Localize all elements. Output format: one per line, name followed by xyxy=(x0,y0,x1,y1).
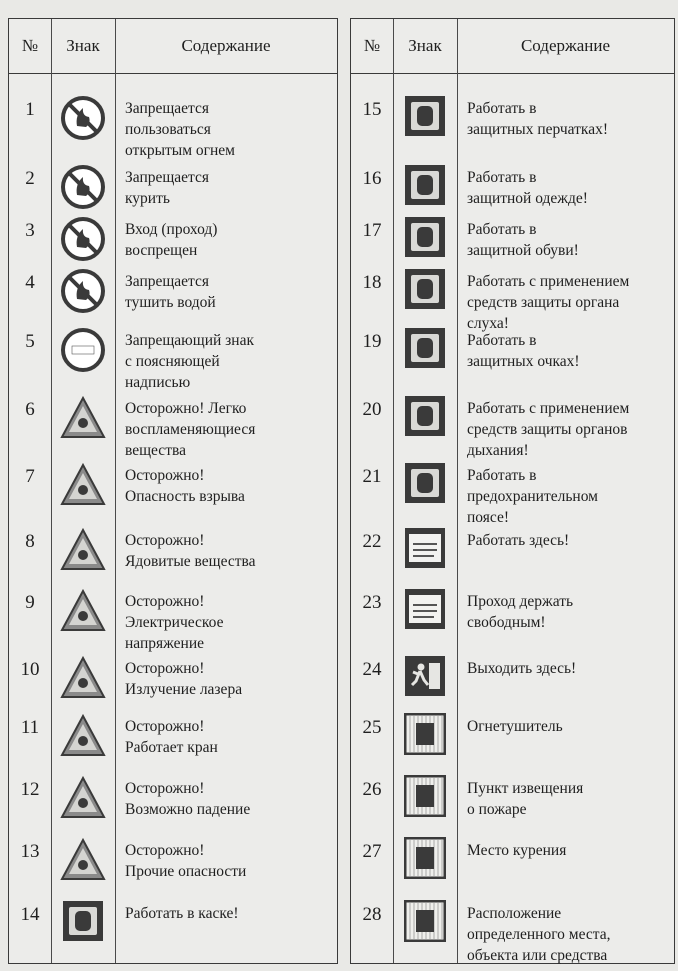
table-header xyxy=(9,19,337,74)
smoking-area-icon xyxy=(393,833,457,879)
row-content: Пункт извещения о пожаре xyxy=(467,780,584,818)
protective-boots-icon xyxy=(393,212,457,261)
row-number: 25 xyxy=(362,717,382,738)
table-row xyxy=(351,212,674,261)
crane-warning-icon xyxy=(51,709,115,759)
table-row xyxy=(351,523,674,569)
respirator-icon xyxy=(393,391,457,461)
table-row xyxy=(351,584,674,633)
row-content: Выходить здесь! xyxy=(467,660,577,677)
table-row xyxy=(351,391,674,461)
table-row xyxy=(351,896,674,966)
row-content: Огнетушитель xyxy=(467,718,563,735)
row-content: Работать в защитной обуви! xyxy=(467,221,579,259)
row-number: 12 xyxy=(20,779,40,800)
goggles-icon xyxy=(393,323,457,372)
row-number: 7 xyxy=(25,466,35,487)
table-row xyxy=(9,709,337,759)
row-content: Осторожно! Электрическое напряжение xyxy=(125,593,224,652)
table-row xyxy=(351,458,674,528)
row-content: Запрещается тушить водой xyxy=(125,273,216,311)
row-content: Осторожно! Опасность взрыва xyxy=(125,467,245,505)
row-number: 17 xyxy=(362,220,382,241)
row-content: Осторожно! Излучение лазера xyxy=(125,660,243,698)
header-sign: Знак xyxy=(408,36,442,55)
row-content: Запрещается курить xyxy=(125,169,210,207)
row-number: 24 xyxy=(362,659,382,680)
work-here-sign-icon xyxy=(393,523,457,569)
fire-extinguisher-icon xyxy=(393,709,457,755)
keep-passage-clear-icon xyxy=(393,584,457,633)
table-row xyxy=(9,91,337,161)
row-number: 2 xyxy=(25,168,35,189)
row-number: 22 xyxy=(362,531,382,552)
row-number: 28 xyxy=(362,904,382,925)
table-row xyxy=(9,896,337,942)
row-number: 9 xyxy=(25,592,35,613)
table-left-column xyxy=(8,18,338,964)
row-number: 23 xyxy=(362,592,382,613)
row-content: Осторожно! Работает кран xyxy=(125,718,218,756)
no-smoking-icon xyxy=(51,160,115,210)
table-row xyxy=(351,91,674,140)
no-entry-icon xyxy=(51,212,115,262)
row-content: Работать с применением средств защиты органа слуха! xyxy=(467,273,630,332)
row-number: 1 xyxy=(25,99,35,120)
row-content: Осторожно! Возможно падение xyxy=(125,780,251,818)
location-indicator-icon xyxy=(393,896,457,966)
table-right-column xyxy=(350,18,675,964)
row-number: 3 xyxy=(25,220,35,241)
table-row xyxy=(9,160,337,210)
table-row xyxy=(9,651,337,701)
row-content: Расположение определенного места, объекта или средства xyxy=(467,905,611,964)
table-row xyxy=(9,523,337,573)
table-row xyxy=(9,584,337,654)
row-content: Работать в защитных очках! xyxy=(467,332,580,370)
no-open-flame-icon xyxy=(51,91,115,161)
row-number: 6 xyxy=(25,399,35,420)
laser-warning-icon xyxy=(51,651,115,701)
helmet-icon xyxy=(51,896,115,942)
gloves-icon xyxy=(393,91,457,140)
row-content: Работать в защитных перчатках! xyxy=(467,100,609,138)
prohibition-text-sign-icon xyxy=(51,323,115,393)
row-number: 18 xyxy=(362,272,382,293)
row-number: 15 xyxy=(362,99,382,120)
row-number: 16 xyxy=(362,168,382,189)
row-content: Осторожно! Ядовитые вещества xyxy=(125,532,256,570)
row-number: 19 xyxy=(362,331,382,352)
table-row xyxy=(9,458,337,508)
row-content: Работать в предохранительном поясе! xyxy=(467,467,598,526)
toxic-warning-icon xyxy=(51,523,115,573)
row-number: 21 xyxy=(362,466,382,487)
table-row xyxy=(351,833,674,879)
table-row xyxy=(351,771,674,820)
table-header xyxy=(351,19,674,74)
header-number: № xyxy=(363,36,381,55)
fall-warning-icon xyxy=(51,771,115,821)
row-content: Вход (проход) воспрещен xyxy=(125,221,218,259)
no-water-extinguish-icon xyxy=(51,264,115,314)
row-content: Запрещается пользоваться открытым огнем xyxy=(125,100,235,159)
electric-warning-icon xyxy=(51,584,115,654)
row-number: 5 xyxy=(25,331,35,352)
flammable-warning-icon xyxy=(51,391,115,461)
protective-clothing-icon xyxy=(393,160,457,209)
row-content: Работать с применением средств защиты органов дыхания! xyxy=(467,400,630,459)
row-content: Осторожно! Легко воспламеняющиеся вещества xyxy=(125,400,256,459)
exit-here-icon xyxy=(393,651,457,697)
row-number: 4 xyxy=(25,272,35,293)
row-content: Проход держать свободным! xyxy=(467,593,574,631)
row-content: Работать в каске! xyxy=(125,905,239,922)
table-row xyxy=(351,323,674,372)
row-number: 20 xyxy=(362,399,382,420)
row-content: Работать здесь! xyxy=(467,532,570,549)
row-number: 11 xyxy=(20,717,40,738)
table-row xyxy=(9,391,337,461)
header-content: Содержание xyxy=(181,36,271,55)
table-row xyxy=(9,264,337,314)
table-row xyxy=(9,323,337,393)
row-number: 10 xyxy=(20,659,40,680)
table-row xyxy=(351,651,674,697)
header-number: № xyxy=(21,36,39,55)
table-row xyxy=(9,212,337,262)
table-row xyxy=(9,771,337,821)
header-sign: Знак xyxy=(66,36,100,55)
row-content: Место курения xyxy=(467,842,567,859)
safety-belt-icon xyxy=(393,458,457,528)
row-number: 13 xyxy=(20,841,40,862)
row-content: Осторожно! Прочие опасности xyxy=(125,842,247,880)
general-warning-icon xyxy=(51,833,115,883)
row-number: 27 xyxy=(362,841,382,862)
row-number: 26 xyxy=(362,779,382,800)
row-number: 14 xyxy=(20,904,40,925)
row-content: Работать в защитной одежде! xyxy=(467,169,588,207)
table-row xyxy=(351,709,674,755)
row-content: Запрещающий знак с поясняющей надписью xyxy=(125,332,254,391)
fire-alarm-point-icon xyxy=(393,771,457,820)
row-number: 8 xyxy=(25,531,35,552)
table-row xyxy=(9,833,337,883)
header-content: Содержание xyxy=(520,36,611,55)
explosion-warning-icon xyxy=(51,458,115,508)
table-row xyxy=(351,160,674,209)
